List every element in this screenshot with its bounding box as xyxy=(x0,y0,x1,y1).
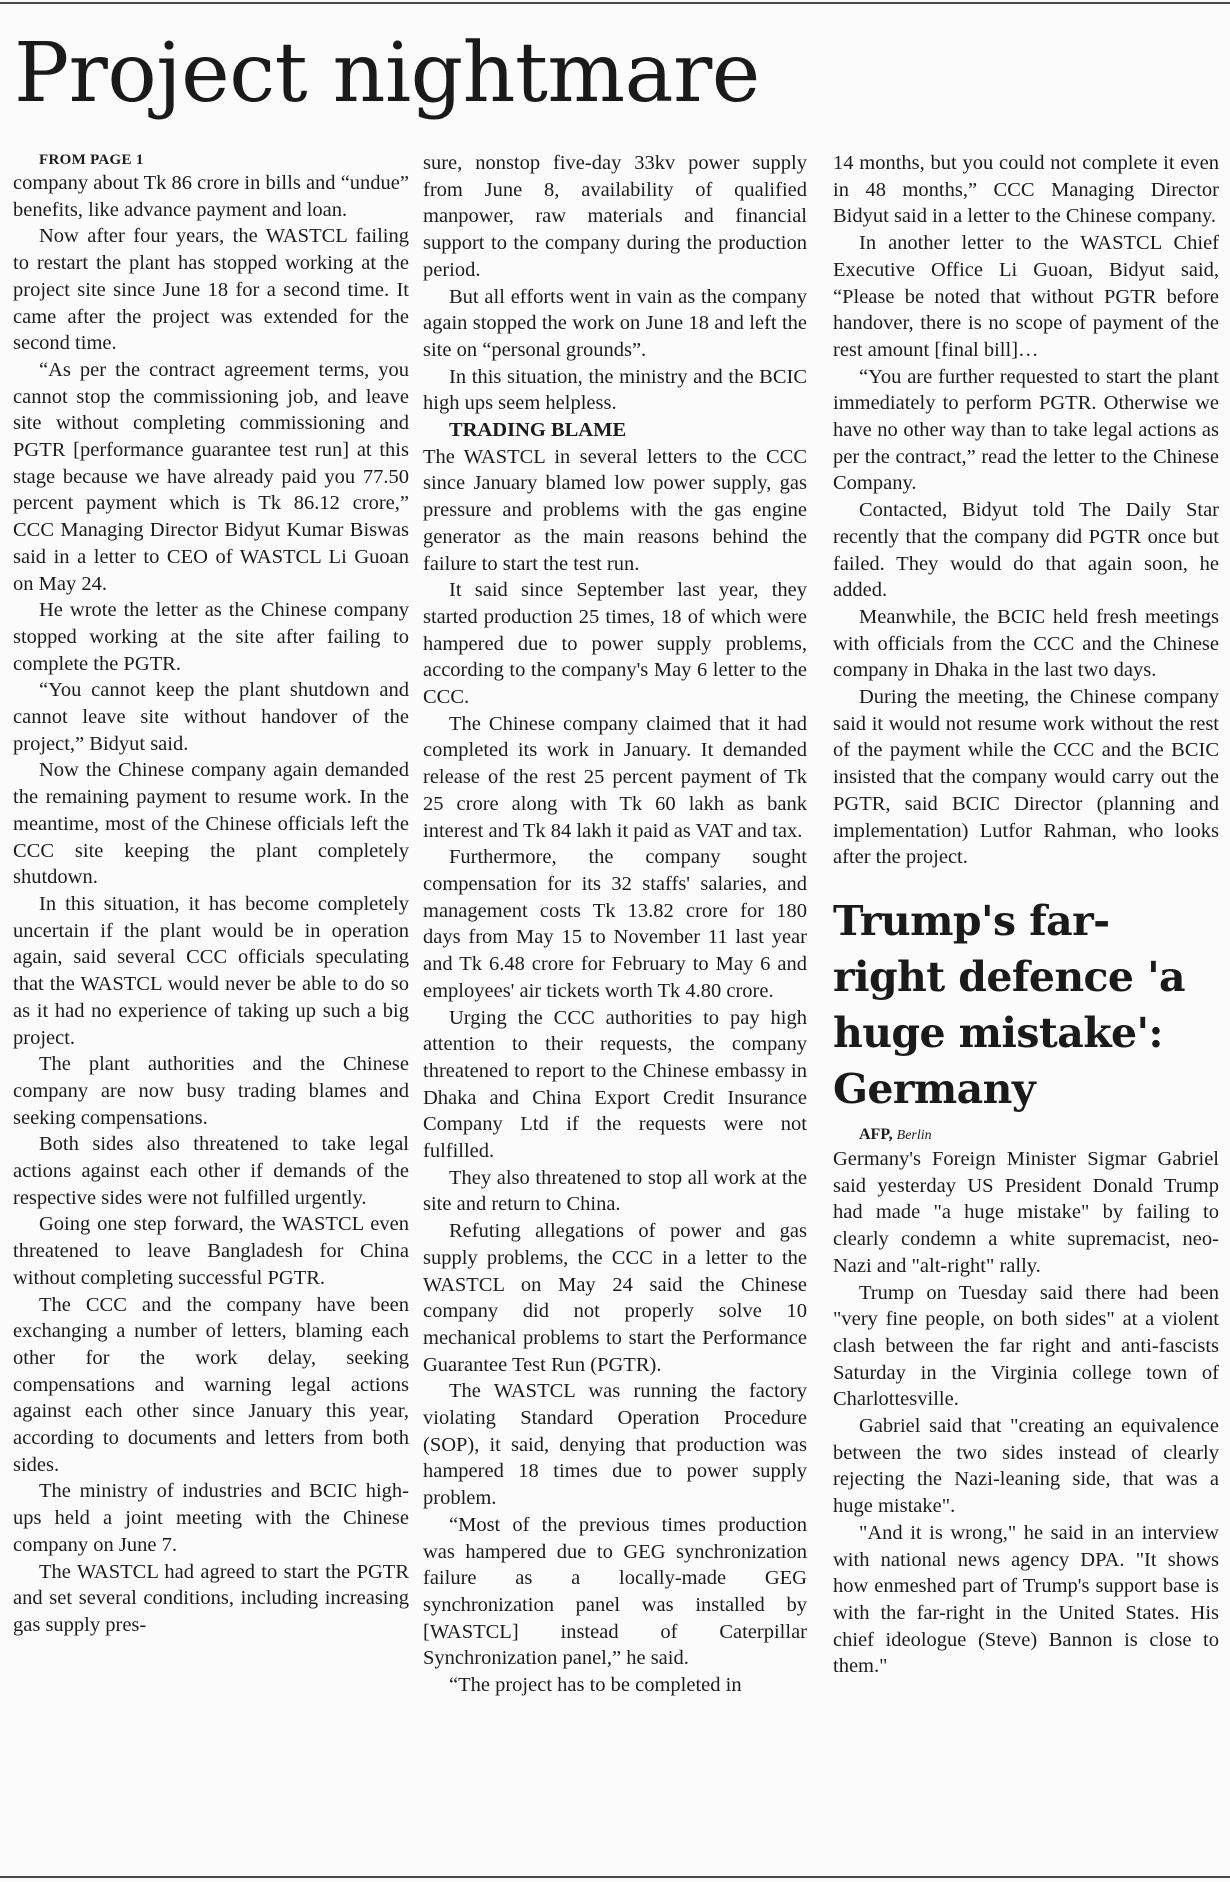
bottom-rule xyxy=(0,1876,1230,1878)
article-paragraph: “Most of the previous times production was hampered due to GEG synchronization failure as a locally-made GEG synchronization panel was installed by [WASTCL] instead of Caterpillar Synchronization panel,” he said. xyxy=(423,1513,807,1670)
article-paragraph: “As per the contract agreement terms, you cannot stop the commissioning job, and leave site without completing commissioning and PGTR [performance guarantee test run] at this stage because we have already paid you 77.50 percent payment which is Tk 86.12 crore,” CCC Managing Director Bidyut Kumar Biswas said in a letter to CEO of WASTCL Li Guoan on May 24. xyxy=(13,358,409,595)
article-paragraph: Urging the CCC authorities to pay high attention to their requests, the company threatened to report to the Chinese embassy in Dhaka and China Export Credit Insurance Company Ltd if the requests were not fulfilled. xyxy=(423,1006,807,1163)
column-2-body xyxy=(423,150,807,1699)
page-headline: Project nightmare xyxy=(14,26,760,121)
byline-agency: AFP, xyxy=(859,1125,893,1143)
article-paragraph: The WASTCL had agreed to start the PGTR and set several conditions, including increasing gas supply pres- xyxy=(13,1560,409,1636)
article-paragraph: Now after four years, the WASTCL failing to restart the plant has stopped working at the project site since June 18 for a second time. It came after the project was extended for the second time. xyxy=(13,225,409,355)
article-paragraph: “You are further requested to start the plant immediately to perform PGTR. Otherwise we have no other way than to take legal actions as per the contract,” read the letter to the Chinese Company. xyxy=(833,365,1219,495)
article-paragraph: sure, nonstop five-day 33kv power supply from June 8, availability of qualified manpower, raw materials and financial support to the company during the production period. xyxy=(423,152,807,281)
article-paragraph: The plant authorities and the Chinese company are now busy trading blames and seeking compensations. xyxy=(13,1053,409,1129)
column-1-body xyxy=(13,170,409,1639)
article-paragraph: Germany's Foreign Minister Sigmar Gabriel said yesterday US President Donald Trump had made "a huge mistake" by failing to clearly condemn a white supremacist, neo-Nazi and "alt-right" rally. xyxy=(833,1147,1219,1277)
article-paragraph: During the meeting, the Chinese company said it would not resume work without the rest of the payment while the CCC and the BCIC insisted that the company would carry out the PGTR, said BCIC Director (planning and implementation) Lutfor Rahman, who looks after the project. xyxy=(833,686,1219,869)
article-paragraph: “You cannot keep the plant shutdown and cannot leave site without handover of the project,” Bidyut said. xyxy=(13,679,409,755)
article-paragraph: The WASTCL was running the factory violating Standard Operation Procedure (SOP), it said, denying that production was hampered 18 times due to power supply problem. xyxy=(423,1380,807,1510)
article-paragraph: Both sides also threatened to take legal actions against each other if demands of the respective sides were not fulfilled urgently. xyxy=(13,1133,409,1209)
story2-headline: Trump's far-right defence 'a huge mistake': Germany xyxy=(833,896,1185,1113)
article-paragraph: The ministry of industries and BCIC high-ups held a joint meeting with the Chinese company on June 7. xyxy=(13,1480,409,1556)
article-paragraph: Meanwhile, the BCIC held fresh meetings with officials from the CCC and the Chinese company in Dhaka in the last two days. xyxy=(833,605,1219,682)
article-paragraph: 14 months, but you could not complete it even in 48 months,” CCC Managing Director Bidyut said in a letter to the Chinese company. xyxy=(833,152,1219,228)
article-paragraph: Gabriel said that "creating an equivalence between the two sides instead of clearly rejecting the Nazi-leaning side, that was a huge mistake". xyxy=(833,1415,1219,1518)
article-column-2 xyxy=(423,150,807,1699)
article-column-3 xyxy=(833,150,1219,1680)
article-paragraph: It said since September last year, they started production 25 times, 18 of which were hampered due to power supply problems, according to the company's May 6 letter to the CCC. xyxy=(423,579,807,709)
article-paragraph: “The project has to be completed in xyxy=(449,1674,742,1697)
column-3-body xyxy=(833,150,1219,871)
article-column-1 xyxy=(13,150,409,1639)
section-subhead: TRADING BLAME xyxy=(449,419,627,442)
byline-place: Berlin xyxy=(896,1127,932,1143)
article-paragraph: But all efforts went in vain as the company again stopped the work on June 18 and left the site on “personal grounds”. xyxy=(423,285,807,361)
story2-byline xyxy=(833,1125,1219,1146)
article-paragraph: The Chinese company claimed that it had completed its work in January. It demanded release of the rest 25 percent payment of Tk 25 crore along with Tk 60 lakh as bank interest and Tk 84 lakh it paid as VAT and tax. xyxy=(423,712,807,842)
article-paragraph: Now the Chinese company again demanded the remaining payment to resume work. In the meantime, most of the Chinese officials left the CCC site keeping the plant completely shutdown. xyxy=(13,759,409,889)
article-paragraph: The CCC and the company have been exchanging a number of letters, blaming each other for the work delay, seeking compensations and warning legal actions against each other since January this year, according to documents and letters from both sides. xyxy=(13,1293,409,1476)
article-paragraph: Furthermore, the company sought compensation for its 32 staffs' salaries, and management costs Tk 13.82 crore for 180 days from May 15 to November 11 last year and Tk 6.48 crore for February to May 6 and employees' air tickets worth Tk 4.80 crore. xyxy=(423,846,807,1002)
article-paragraph: In this situation, the ministry and the BCIC high ups seem helpless. xyxy=(423,365,807,415)
article-paragraph: In this situation, it has become completely uncertain if the plant would be in operation again, said several CCC officials speculating that the WASTCL would never be able to do so as it had no experience of taking up such a big project. xyxy=(13,892,409,1049)
article-paragraph: The WASTCL in several letters to the CCC since January blamed low power supply, gas pressure and problems with the gas engine generator as the main reasons behind the failure to start the test run. xyxy=(423,445,807,575)
article-paragraph: "And it is wrong," he said in an interview with national news agency DPA. "It shows how enmeshed part of Trump's support base is with the far-right in the United States. His chief ideologue (Steve) Bannon is close to them." xyxy=(833,1521,1219,1678)
top-rule xyxy=(0,2,1230,4)
dateline: FROM PAGE 1 xyxy=(39,152,144,168)
article-paragraph: Contacted, Bidyut told The Daily Star recently that the company did PGTR once but failed. They would do that again soon, he added. xyxy=(833,499,1219,602)
article-paragraph: In another letter to the WASTCL Chief Executive Office Li Guoan, Bidyut said, “Please be noted that without PGTR before handover, there is no scope of payment of the rest amount [final bill]… xyxy=(833,232,1219,361)
article-paragraph: Refuting allegations of power and gas supply problems, the CCC in a letter to the WASTCL on May 24 said the Chinese company did not properly solve 10 mechanical problems to start the Performance Guarantee Test Run (PGTR). xyxy=(423,1220,807,1376)
article-paragraph: Going one step forward, the WASTCL even threatened to leave Bangladesh for China without completing successful PGTR. xyxy=(13,1213,409,1289)
article-paragraph: They also threatened to stop all work at the site and return to China. xyxy=(423,1166,807,1216)
article-paragraph: Trump on Tuesday said there had been "very fine people, on both sides" at a violent clash between the far right and anti-fascists Saturday in the Virginia college town of Charlottesville. xyxy=(833,1281,1219,1411)
story2-body xyxy=(833,1146,1219,1680)
article-paragraph: company about Tk 86 crore in bills and “undue” benefits, like advance payment and loan. xyxy=(13,172,409,221)
article-paragraph: He wrote the letter as the Chinese company stopped working at the site after failing to complete the PGTR. xyxy=(13,599,409,675)
